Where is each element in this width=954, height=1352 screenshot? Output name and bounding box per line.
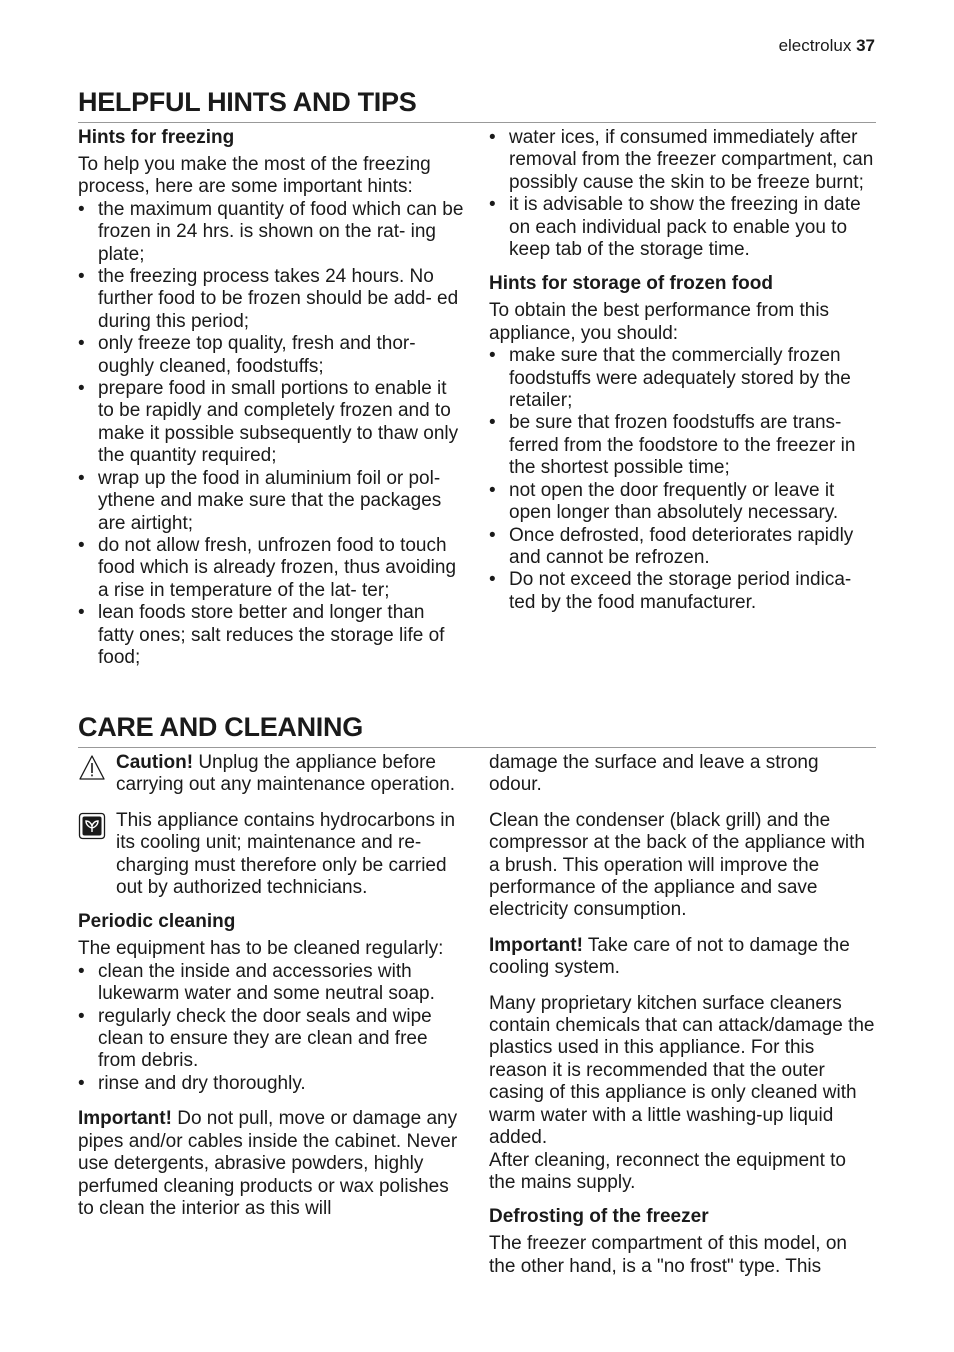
cleaners-paragraph: Many proprietary kitchen surface cleaners contain chemicals that can attack/damage the plastics used in this appliance. For this reason it is recommended that the outer casing of this appliance is only cleaned with warm water with a little washing-up liquid added. <box>489 992 875 1149</box>
reconnect-paragraph: After cleaning, reconnect the equipment to the mains supply. <box>489 1149 847 1193</box>
important-label: Important! <box>489 934 583 956</box>
list-item: • Do not exceed the storage period indica- ted by the food manufacturer. <box>489 569 876 614</box>
environment-leaf-icon <box>78 812 106 840</box>
environment-note <box>78 810 464 900</box>
important-note-2 <box>489 935 876 980</box>
caution-note <box>78 752 464 797</box>
storage-heading: Hints for storage of frozen food <box>489 273 773 295</box>
periodic-heading: Periodic cleaning <box>78 911 236 933</box>
list-item: • water ices, if consumed immediately after removal from the freezer compartment, can possibly cause the skin to be freeze burnt; <box>489 127 876 194</box>
storage-intro: To obtain the best performance from this appliance, you should: <box>489 300 830 344</box>
hints-title: HELPFUL HINTS AND TIPS <box>78 86 876 123</box>
list-item: • not open the door frequently or leave it open longer than absolutely necessary. <box>489 480 876 525</box>
list-item: • wrap up the food in aluminium foil or pol- ythene and make sure that the packages are airtight; <box>78 468 464 535</box>
environment-text: This appliance contains hydrocarbons in its cooling unit; maintenance and re- charging must therefore only be carried out by authorized technicians. <box>116 809 456 899</box>
important-text: Do not pull, move or damage any pipes and/or cables inside the cabinet. Never use detergents, abrasive powders, highly perfumed cleaning products or wax polishes to clean the interior as this will <box>78 1108 458 1219</box>
list-item: • Once defrosted, food deteriorates rapidly and cannot be refrozen. <box>489 525 876 570</box>
list-item: • the freezing process takes 24 hours. No further food to be frozen should be add- ed during this period; <box>78 266 464 333</box>
hints-section <box>78 86 876 668</box>
caution-label: Caution! <box>116 752 194 773</box>
list-item: • be sure that frozen foodstuffs are trans- ferred from the foodstore to the freezer in the shortest possible time; <box>489 412 876 479</box>
periodic-intro: The equipment has to be cleaned regularly: <box>78 938 444 960</box>
list-item: • do not allow fresh, unfrozen food to touch food which is already frozen, thus avoiding a rise in temperature of the lat- ter; <box>78 535 464 602</box>
list-item: • rinse and dry thoroughly. <box>78 1073 464 1095</box>
list-item: • clean the inside and accessories with lukewarm water and some neutral soap. <box>78 961 464 1006</box>
care-title: CARE AND CLEANING <box>78 711 876 748</box>
important-text: Take care of not to damage the cooling system. <box>489 934 850 979</box>
defrost-text: The freezer compartment of this model, on the other hand, is a "no frost" type. This <box>489 1233 847 1277</box>
freezing-heading: Hints for freezing <box>78 127 235 148</box>
list-item: • it is advisable to show the freezing in date on each individual pack to enable you to keep tab of the storage time. <box>489 194 876 261</box>
storage-list <box>489 345 876 614</box>
periodic-list <box>78 961 464 1095</box>
warning-triangle-icon <box>78 754 106 782</box>
hints-right-column <box>489 127 876 614</box>
freezing-list-continued <box>489 127 876 261</box>
freezing-list <box>78 199 464 670</box>
important-label: Important! <box>78 1108 172 1130</box>
care-left-column <box>78 752 464 1220</box>
defrost-heading: Defrosting of the freezer <box>489 1206 709 1228</box>
caution-text: Unplug the appliance before carrying out any maintenance operation. <box>116 752 456 796</box>
page-number: 37 <box>856 36 875 55</box>
list-item: • lean foods store better and longer than fatty ones; salt reduces the storage life of food; <box>78 602 464 669</box>
list-item: • make sure that the commercially frozen foodstuffs were adequately stored by the retailer; <box>489 345 876 412</box>
condenser-paragraph: Clean the condenser (black grill) and the compressor at the back of the appliance with a brush. This operation will improve the performance of the appliance and save electricity consumption. <box>489 809 865 921</box>
list-item: • the maximum quantity of food which can be frozen in 24 hrs. is shown on the rat- ing plate; <box>78 199 464 266</box>
page-header <box>779 36 875 56</box>
important-note-1 <box>78 1108 464 1220</box>
list-item: • only freeze top quality, fresh and thor- oughly cleaned, foodstuffs; <box>78 333 464 378</box>
list-item: • regularly check the door seals and wipe clean to ensure they are clean and free from debris. <box>78 1006 464 1073</box>
surface-paragraph: damage the surface and leave a strong odour. <box>489 752 819 796</box>
care-right-column <box>489 752 876 1278</box>
freezing-intro: To help you make the most of the freezing process, here are some important hints: <box>78 154 431 198</box>
brand-name: electrolux <box>778 36 852 55</box>
hints-left-column <box>78 127 464 669</box>
care-section <box>78 711 876 1277</box>
list-item: • prepare food in small portions to enable it to be rapidly and completely frozen and to make it possible subsequently to thaw only the quantity required; <box>78 378 464 468</box>
